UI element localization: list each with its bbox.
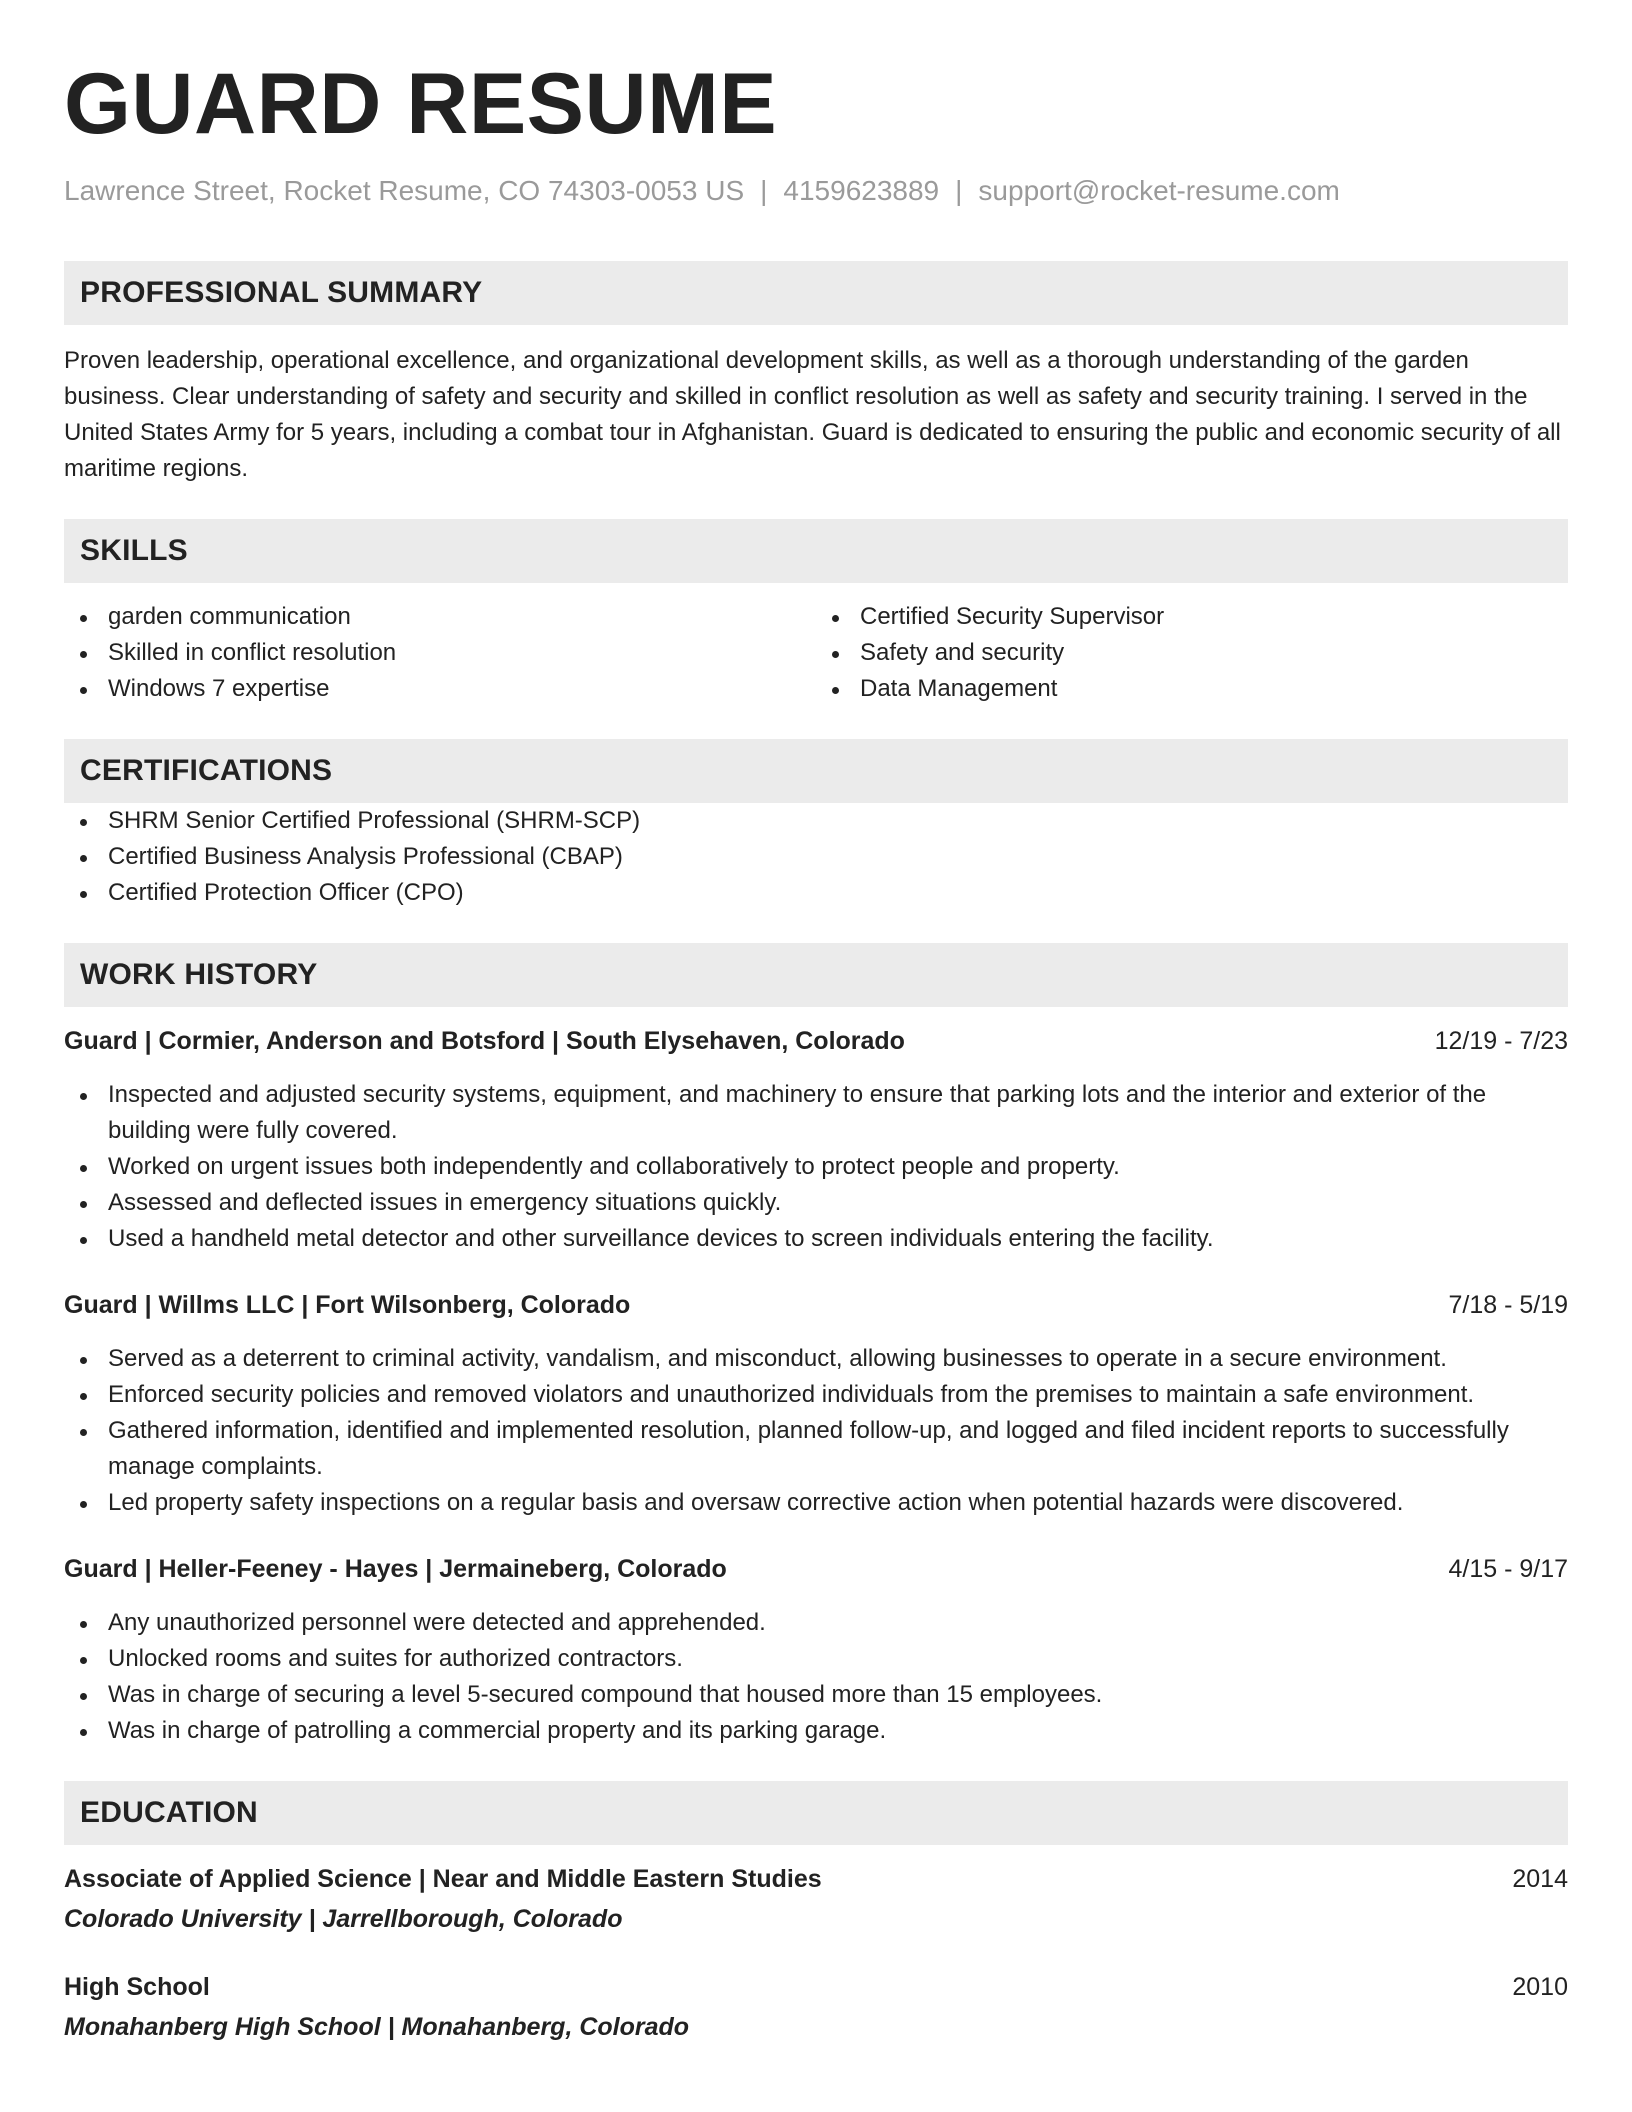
job-bullet: Led property safety inspections on a regular basis and oversaw corrective action when potential hazards were discovered. [64,1485,1568,1521]
education-degree: High School [64,1973,210,2001]
education-heading-row [64,1861,1568,1897]
job-dates: 7/18 - 5/19 [1448,1291,1568,1319]
job-bullet: Unlocked rooms and suites for authorized contractors. [64,1641,1568,1677]
job-heading-row [64,1551,1568,1587]
skills-column-right [816,599,1568,707]
job-heading: Guard | Heller-Feeney - Hayes | Jermaineberg, Colorado [64,1555,727,1583]
skill-item: Data Management [816,671,1568,707]
contact-address: Lawrence Street, Rocket Resume, CO 74303-0053 US [64,175,745,206]
job-entry [64,1287,1568,1521]
education-entry [64,1861,1568,1937]
job-bullet: Assessed and deflected issues in emergency situations quickly. [64,1185,1568,1221]
contact-separator: | [760,175,768,206]
skill-item: Windows 7 expertise [64,671,816,707]
job-bullet: Gathered information, identified and implemented resolution, planned follow-up, and logged and filed incident reports to successfully manage complaints. [64,1413,1568,1485]
skill-item: garden communication [64,599,816,635]
section-header-summary: PROFESSIONAL SUMMARY [64,261,1568,325]
resume-title: GUARD RESUME [64,56,778,152]
job-bullets [64,1341,1568,1521]
education-degree: Associate of Applied Science | Near and Middle Eastern Studies [64,1865,822,1893]
education-entry [64,1969,1568,2045]
job-bullet: Inspected and adjusted security systems, equipment, and machinery to ensure that parking lots and the interior and exterior of the building were fully covered. [64,1077,1568,1149]
education-school: Monahanberg High School | Monahanberg, Colorado [64,2013,690,2041]
summary-text: Proven leadership, operational excellence, and organizational development skills, as well as a thorough understanding of the garden business. Clear understanding of safety and security and skilled in conflict resolution as well as safety and security training. I served in the United States Army for 5 years, including a combat tour in Afghanistan. Guard is dedicated to ensuring the public and economic security of all maritime regions. [64,347,1561,482]
contact-phone: 4159623889 [783,175,940,206]
job-bullet: Served as a deterrent to criminal activity, vandalism, and misconduct, allowing businesses to operate in a secure environment. [64,1341,1568,1377]
job-bullets [64,1605,1568,1749]
job-heading: Guard | Willms LLC | Fort Wilsonberg, Colorado [64,1291,631,1319]
job-heading-row [64,1287,1568,1323]
job-heading: Guard | Cormier, Anderson and Botsford | South Elysehaven, Colorado [64,1027,905,1055]
section-header-skills: SKILLS [64,519,1568,583]
section-header-certifications: CERTIFICATIONS [64,739,1568,803]
job-entry [64,1551,1568,1749]
job-heading-row [64,1023,1568,1059]
job-dates: 4/15 - 9/17 [1448,1555,1568,1583]
certification-item: Certified Protection Officer (CPO) [64,875,1568,911]
job-bullet: Enforced security policies and removed violators and unauthorized individuals from the premises to maintain a safe environment. [64,1377,1568,1413]
skills-grid [64,599,1568,707]
education-year: 2014 [1512,1865,1568,1893]
job-dates: 12/19 - 7/23 [1434,1027,1568,1055]
contact-separator: | [955,175,963,206]
skill-item: Certified Security Supervisor [816,599,1568,635]
skill-item: Safety and security [816,635,1568,671]
job-bullet: Was in charge of patrolling a commercial property and its parking garage. [64,1713,1568,1749]
job-entry [64,1023,1568,1257]
skills-column-left [64,599,816,707]
job-bullet: Any unauthorized personnel were detected and apprehended. [64,1605,1568,1641]
job-bullet: Was in charge of securing a level 5-secured compound that housed more than 15 employees. [64,1677,1568,1713]
certification-item: Certified Business Analysis Professional (CBAP) [64,839,1568,875]
certification-item: SHRM Senior Certified Professional (SHRM-SCP) [64,803,1568,839]
education-year: 2010 [1512,1973,1568,2001]
section-header-education: EDUCATION [64,1781,1568,1845]
job-bullet: Used a handheld metal detector and other surveillance devices to screen individuals entering the facility. [64,1221,1568,1257]
certifications-list [64,803,1568,911]
education-school: Colorado University | Jarrellborough, Colorado [64,1905,623,1933]
section-header-work-history: WORK HISTORY [64,943,1568,1007]
contact-line [64,173,1568,209]
job-bullet: Worked on urgent issues both independently and collaboratively to protect people and property. [64,1149,1568,1185]
education-heading-row [64,1969,1568,2005]
job-bullets [64,1077,1568,1257]
skill-item: Skilled in conflict resolution [64,635,816,671]
contact-email: support@rocket-resume.com [978,175,1340,206]
